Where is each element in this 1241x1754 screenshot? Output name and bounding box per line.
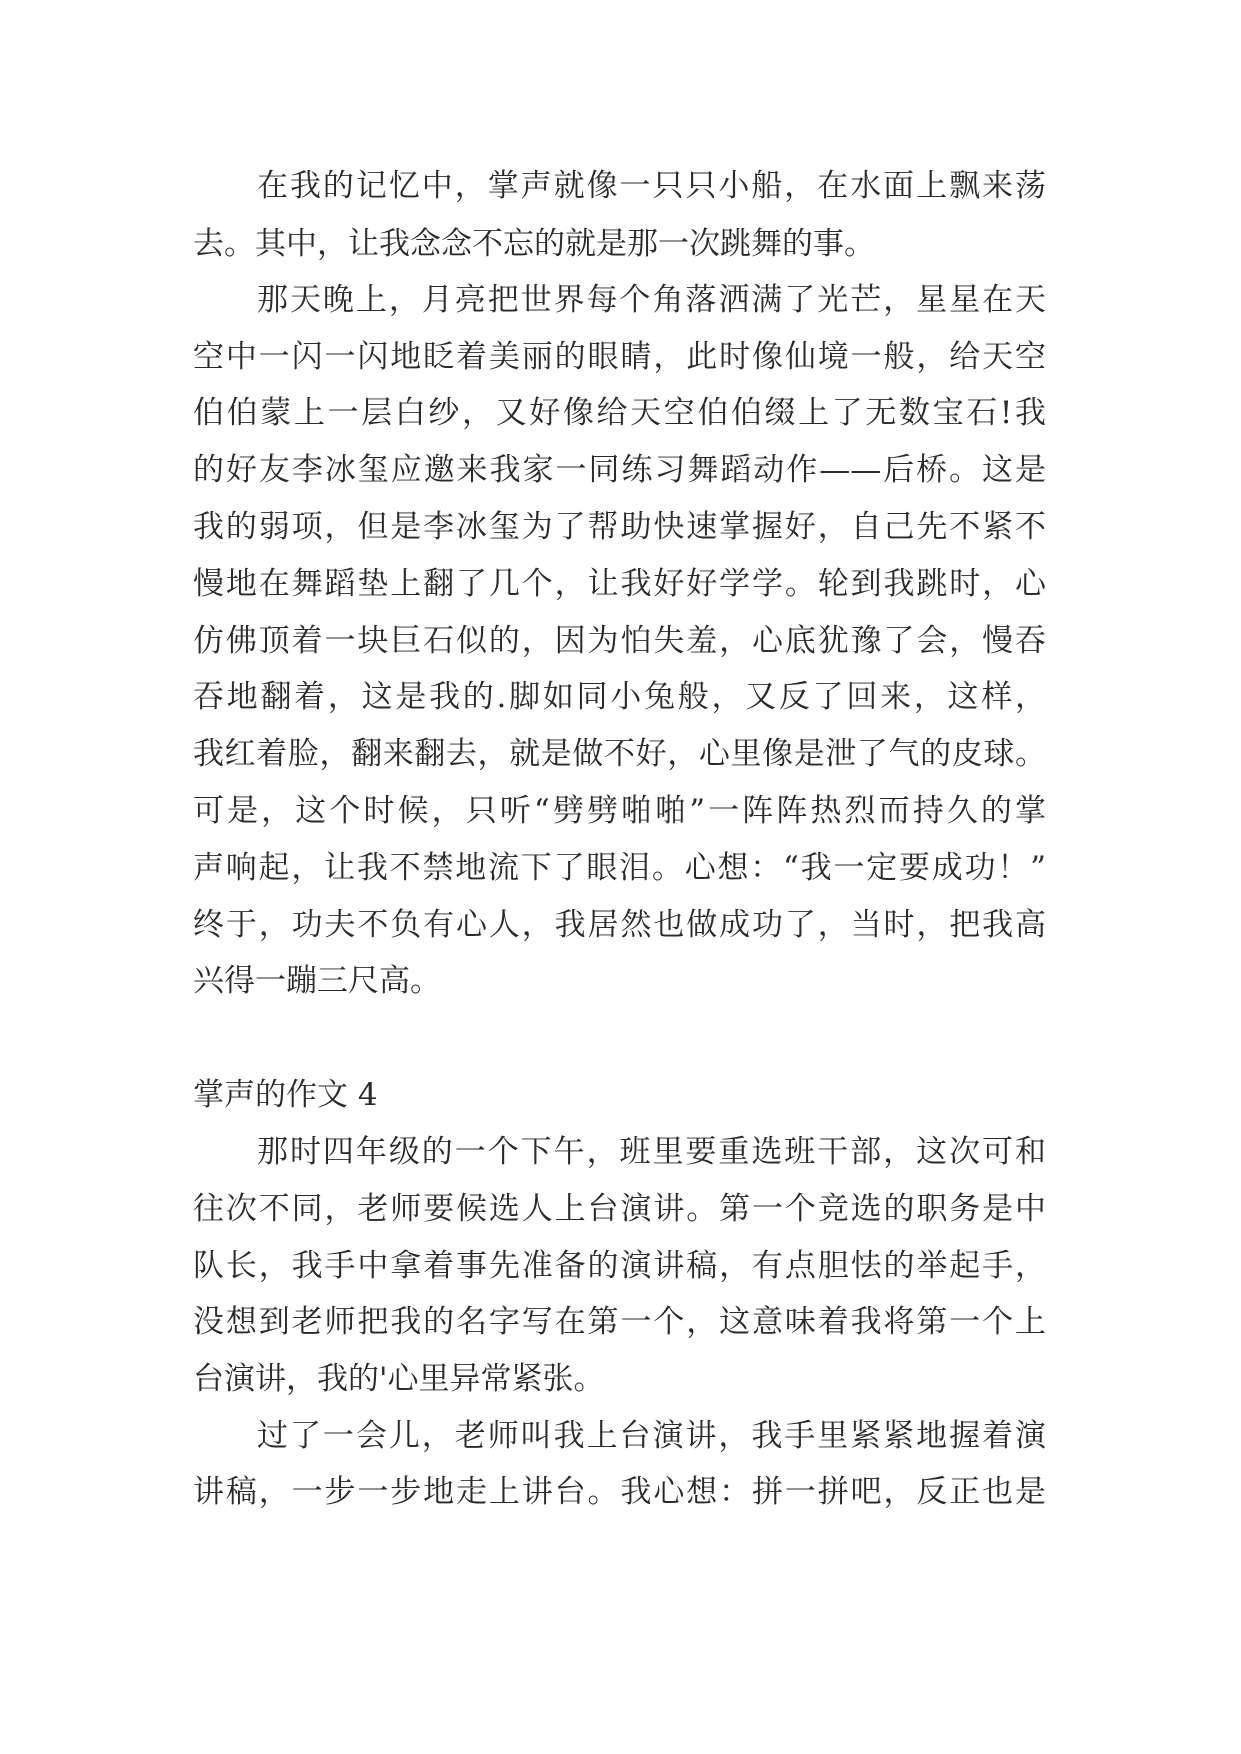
text-line: 可是，这个时候，只听“劈劈啪啪”一阵阵热烈而持久的掌 — [193, 793, 1046, 829]
text-line: 过了一会儿，老师叫我上台演讲，我手里紧紧地握着演 — [257, 1418, 1046, 1454]
text-line: 往次不同，老师要候选人上台演讲。第一个竞选的职务是中 — [193, 1191, 1046, 1227]
text-line: 我的弱项，但是李冰玺为了帮助快速掌握好，自己先不紧不 — [193, 509, 1046, 545]
text-line: 的好友李冰玺应邀来我家一同练习舞蹈动作——后桥。这是 — [193, 452, 1046, 488]
text-line: 队长，我手中拿着事先准备的演讲稿，有点胆怯的举起手， — [193, 1248, 1046, 1284]
text-line: 台演讲，我的'心里异常紧张。 — [193, 1361, 605, 1397]
text-line: 慢地在舞蹈垫上翻了几个，让我好好学学。轮到我跳时，心 — [193, 566, 1046, 602]
text-line: 那时四年级的一个下午，班里要重选班干部，这次可和 — [257, 1134, 1046, 1170]
text-line: 讲稿，一步一步地走上讲台。我心想：拼一拼吧，反正也是 — [193, 1474, 1046, 1510]
section-heading: 掌声的作文 4 — [193, 1077, 378, 1113]
text-line: 仿佛顶着一块巨石似的，因为怕失羞，心底犹豫了会，慢吞 — [193, 623, 1046, 659]
text-line: 去。其中，让我念念不忘的就是那一次跳舞的事。 — [193, 226, 875, 262]
text-line: 声响起，让我不禁地流下了眼泪。心想：“我一定要成功！” — [193, 850, 1046, 886]
text-line: 兴得一蹦三尺高。 — [193, 963, 441, 999]
text-line: 我红着脸，翻来翻去，就是做不好，心里像是泄了气的皮球。 — [193, 736, 1046, 772]
text-line: 空中一闪一闪地眨着美丽的眼睛，此时像仙境一般，给天空 — [193, 339, 1046, 375]
text-line: 在我的记忆中，掌声就像一只只小船，在水面上飘来荡 — [257, 168, 1046, 204]
text-line: 吞地翻着，这是我的.脚如同小兔般，又反了回来，这样， — [193, 679, 1046, 715]
text-line: 那天晚上，月亮把世界每个角落洒满了光芒，星星在天 — [257, 282, 1046, 318]
text-line: 没想到老师把我的名字写在第一个，这意味着我将第一个上 — [193, 1304, 1046, 1340]
text-line: 伯伯蒙上一层白纱，又好像给天空伯伯缀上了无数宝石!我 — [193, 395, 1046, 431]
text-line: 终于，功夫不负有心人，我居然也做成功了，当时，把我高 — [193, 907, 1046, 943]
